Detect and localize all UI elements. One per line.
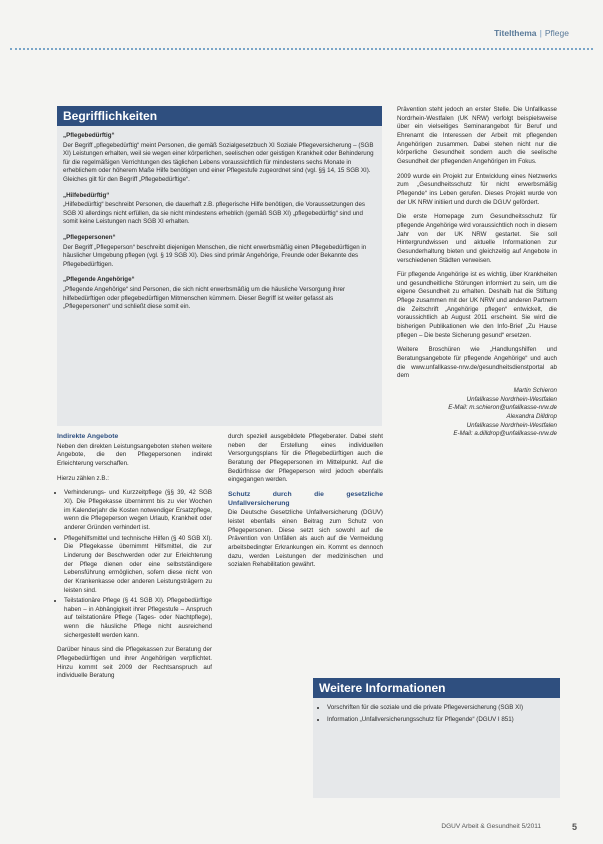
term-text: Der Begriff „pflegebedürftig“ meint Personen, die gemäß Sozialgesetzbuch XI Soziale Pflegeversicherung – (SGB XI) Leistungen erhalten, weil sie wegen einer körperlichen, seelischen oder geistigen Krankheit oder Behinderung für die regelmäßigen Verrichtungen des täglichen Lebens voraussichtlich für mindestens sechs Monate in erheblichem oder höherem Maße Hilfe benötigen und einer Pflegestufe zugeordnet sind (vgl. §§ 14, 15 SGB XI). Gleiches gilt für den Begriff „Pflegebedürftige“. [63,141,374,183]
offers-list [57,489,212,640]
paragraph: Prävention steht jedoch an erster Stelle. Die Unfallkasse Nordrhein-Westfalen (UK NRW) verfolgt beispielsweise über ein vielseitiges Seminarangebot für Beruf und Ehrenamt die Interessen der Arbeit mit pflegenden Angehörigen zusammen. Dabei stehen nicht nur die körperliche Gesundheit sondern auch die seelische Gesundheit der pflegenden Angehörigen im Fokus. [397,106,557,165]
info-box [313,678,560,798]
magazine-name: DGUV Arbeit & Gesundheit 5/2011 [441,823,541,830]
list-item: • Information „Unfallversicherungsschutz für Pflegende“ (DGUV I 851) [327,716,554,725]
paragraph: 2009 wurde ein Projekt zur Entwicklung eines Netzwerks zum „Gesundheitsschutz für nicht erwerbsmäßig Pflegende“ ins Leben gerufen. Dieses Projekt wurde von der UK NRW initiiert und durch die DGUV gefördert. [397,172,557,206]
header-topic: Titelthema [494,28,537,38]
author-name: Martin Schieron [513,387,557,395]
term-heading: „Pflegebedürftig“ [63,132,115,139]
paragraph: Die Deutsche Gesetzliche Unfallversicherung (DGUV) leistet ebenfalls einen Beitrag zum Schutz von Pflegepersonen. Diese setzt sich sowohl auf die Prävention von Unfällen als auch auf die Vermeidung arbeitsbedingter Erkrankungen ein. Kommt es dennoch dazu, werden Leistungen der medizinischen und sozialen Rehabilitation gewährt. [228,509,383,569]
term-text: „Hilfebedürftig“ beschreibt Personen, die dauerhaft z.B. pflegerische Hilfe benötigen, die Voraussetzungen des SGB XI allerdings nicht erfüllen, da sie nicht mindestens erheblich (gemäß SGB XI) „pflegebedürftig“ sind und somit keine Leistungen nach SGB XI erhalten. [63,201,365,226]
list-item: • Teilstationäre Pflege (§ 41 SGB XI). Pflegebedürftige haben – in Abhängigkeit ihrer Pflegestufe – Anspruch auf teilstationäre Pflege (Tages- oder Nachtpflege), wenn die häusliche Pflege nicht ausreichend sichergestellt werden kann. [64,597,212,640]
info-list [319,704,554,724]
paragraph: Darüber hinaus sind die Pflegekassen zur Beratung der Pflegebedürftigen und ihrer Angehörigen verpflichtet. Hinzu kommt seit 2009 der Rechtsanspruch auf individuelle Beratung [57,646,212,680]
paragraph: Neben den direkten Leistungsangeboten stehen weitere Angebote, die den Pflegepersonen indirekt Erleichterung verschaffen. [57,442,212,467]
term-item [63,234,376,269]
author-org: Unfallkasse Nordrhein-Westfalen [466,395,557,403]
author-email[interactable]: E-Mail: m.schieron@unfallkasse-nrw.de [448,404,557,412]
paragraph: Hierzu zählen z.B.: [57,474,109,482]
list-item: • Vorschriften für die soziale und die private Pflegeversicherung (SGB XI) [327,704,554,713]
term-heading: „Pflegepersonen“ [63,233,116,241]
page-number: 5 [571,822,577,832]
page-header [10,28,593,50]
term-item [63,276,376,311]
insurance-heading: Schutz durch die gesetzliche Unfallversicherung [228,490,383,507]
list-item: • Pflegehilfsmittel und technische Hilfen (§ 40 SGB XI). Die Pflegekasse übernimmt Hilfsmittel, die zur Linderung der Beschwerden oder zur Erleichterung der Pflege dienen oder eine selbstständigere Lebensführung ermöglichen, sofern diese nicht von der Krankenkasse oder anderen Leistungsträgern zu leisten sind. [64,535,212,596]
section-tag: Titelthema | Pflege [494,28,569,38]
author-org: Unfallkasse Nordrhein-Westfalen [466,421,557,429]
term-item [63,192,376,227]
paragraph: Für pflegende Angehörige ist es wichtig, über Krankheiten und gesundheitliche Störungen informiert zu sein, um die eigene Gesundheit zu erhalten. Deshalb hat die Stiftung Pflege zusammen mit der UK NRW und anderen Partnern die Zeitschrift „Angehörige pflegen“ entwickelt, die voraussichtlich ab August 2011 erscheint. Sie wird die bisherigen Publikationen wie den Info-Brief „Zu Hause pflegen – Die beste Sicherung gesund“ ersetzen. [397,271,557,339]
author-name: Alexandra Dilldrop [506,413,557,420]
author-email[interactable]: E-Mail: a.dilldrop@unfallkasse-nrw.de [453,430,557,438]
term-heading: „Pflegende Angehörige“ [63,276,135,284]
paragraph: Weitere Broschüren wie „Handlungshilfen und Beratungsangebote für pflegende Angehörige“ und auch die www.unfallkasse-nrw.de/gesundheitsdienstportal ab dem [397,346,557,380]
begriffe-box [57,106,382,426]
middle-column [228,433,383,576]
term-text: Der Begriff „Pflegeperson“ beschreibt diejenigen Menschen, die nicht erwerbsmäßig einen Pflegebedürftigen in häuslicher Umgebung pflegen (vgl. § 19 SGB XI). Dies sind primär Angehörige, Freunde oder Bekannte des Pflegebedürftigen. [63,243,367,268]
term-text: „Pflegende Angehörige“ sind Personen, die sich nicht erwerbsmäßig um die häusliche Versorgung ihrer hilfebedürftigen oder pflegebedürftigen Mitmenschen kümmern. Dieser Begriff ist weiter gefasst als „Pflegepersonen“ und schließt diese somit ein. [63,285,346,311]
paragraph: Die erste Homepage zum Gesundheitsschutz für pflegende Angehörige wird voraussichtlich noch in diesem Jahr von der UK NRW gestartet. Sie soll Hintergrundwissen und aktuelle Informationen zur Gesunderhaltung bieten und gleichzeitig auf Angebote in verschiedenen Städten verweisen. [397,213,557,264]
info-title: Weitere Informationen [313,678,560,698]
page-footer [300,818,581,832]
right-column [397,106,557,439]
begriffe-title: Begrifflichkeiten [57,106,382,126]
term-heading: „Hilfebedürftig“ [63,191,110,199]
begriffe-body [57,126,382,312]
paragraph: durch speziell ausgebildete Pflegeberater. Dabei steht neben der Erstellung eines individuellen Versorgungsplans für die Pflegebedürftigen auch die Beratung der Pflegepersonen im Mittelpunkt. Auf die Bedürfnisse der Pflegeperson wird jedoch ebenfalls eingegangen werden. [228,433,383,484]
left-column [57,433,212,687]
term-item [63,132,376,185]
indirect-offers-heading: Indirekte Angebote [57,433,119,440]
header-section: Pflege [544,28,569,38]
list-item: • Verhinderungs- und Kurzzeitpflege (§§ 39, 42 SGB XI). Die Pflegekasse übernimmt bis zu vier Wochen im Kalenderjahr die Kosten notwendiger Ersatzpflege, wenn die Pflegeperson wegen Urlaub, Krankheit oder anderer Gründen verhindert ist. [64,489,212,532]
